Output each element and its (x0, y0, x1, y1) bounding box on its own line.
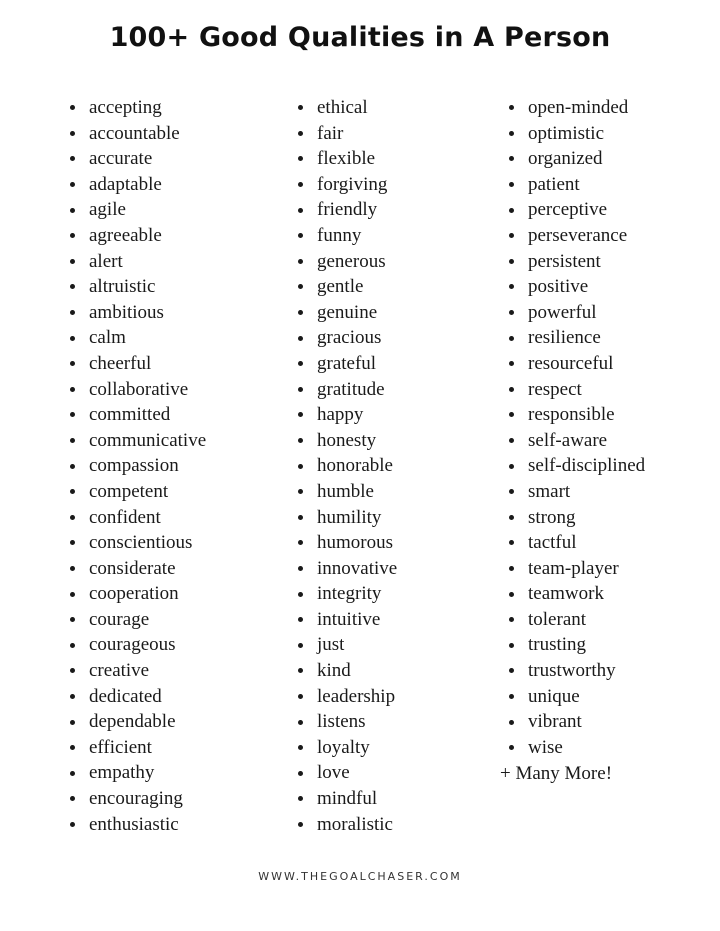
bullet-icon (509, 745, 514, 750)
bullet-icon (70, 412, 75, 417)
bullet-icon (509, 336, 514, 341)
quality-label: dependable (89, 711, 176, 733)
quality-item (506, 274, 645, 300)
quality-label: team-player (528, 557, 619, 579)
bullet-icon (70, 540, 75, 545)
quality-label: respect (528, 378, 582, 400)
quality-item (506, 172, 645, 198)
quality-label: friendly (317, 199, 378, 221)
quality-item (67, 812, 206, 838)
quality-label: flexible (317, 148, 376, 170)
quality-label: optimistic (528, 122, 604, 144)
quality-item (295, 274, 397, 300)
bullet-icon (298, 259, 303, 264)
quality-item (506, 658, 645, 684)
quality-label: smart (528, 480, 571, 502)
quality-item (67, 607, 206, 633)
bullet-icon (509, 310, 514, 315)
quality-item (67, 249, 206, 275)
quality-item (295, 709, 397, 735)
quality-label: courage (89, 608, 150, 630)
bullet-icon (298, 284, 303, 289)
quality-item (295, 223, 397, 249)
quality-item (295, 632, 397, 658)
quality-item (506, 530, 645, 556)
quality-item (506, 479, 645, 505)
bullet-icon (509, 361, 514, 366)
bullet-icon (298, 387, 303, 392)
quality-item (295, 556, 397, 582)
quality-item (506, 402, 645, 428)
quality-label: cooperation (89, 583, 179, 605)
bullet-icon (298, 566, 303, 571)
quality-label: integrity (317, 583, 382, 605)
quality-item (67, 479, 206, 505)
quality-item (67, 453, 206, 479)
bullet-icon (70, 259, 75, 264)
quality-label: compassion (89, 455, 179, 477)
quality-item (67, 172, 206, 198)
quality-label: open-minded (528, 97, 629, 118)
quality-label: forgiving (317, 173, 388, 195)
bullet-icon (70, 105, 75, 110)
bullet-icon (509, 643, 514, 648)
quality-label: honesty (317, 429, 377, 451)
bullet-icon (298, 464, 303, 469)
quality-label: tolerant (528, 608, 587, 630)
quality-label: accurate (89, 148, 153, 170)
bullet-icon (298, 592, 303, 597)
quality-label: accountable (89, 122, 180, 144)
quality-item (295, 684, 397, 710)
quality-item (506, 121, 645, 147)
quality-label: self-aware (528, 429, 608, 451)
qualities-column-1 (67, 95, 206, 837)
bullet-icon (509, 156, 514, 161)
quality-label: leadership (317, 685, 396, 707)
quality-item (295, 300, 397, 326)
quality-item (506, 735, 645, 761)
bullet-icon (70, 592, 75, 597)
quality-item (295, 402, 397, 428)
quality-label: enthusiastic (89, 813, 179, 835)
quality-label: efficient (89, 736, 152, 758)
bullet-icon (70, 208, 75, 213)
quality-item (295, 121, 397, 147)
quality-item (295, 505, 397, 531)
bullet-icon (70, 310, 75, 315)
bullet-icon (509, 284, 514, 289)
quality-label: innovative (317, 557, 398, 579)
bullet-icon (70, 771, 75, 776)
quality-label: confident (89, 506, 161, 528)
quality-label: patient (528, 173, 580, 195)
quality-item (295, 377, 397, 403)
quality-label: agile (89, 199, 126, 221)
bullet-icon (298, 131, 303, 136)
quality-item (67, 760, 206, 786)
bullet-icon (509, 131, 514, 136)
quality-label: gentle (317, 276, 364, 298)
quality-label: alert (89, 250, 123, 272)
quality-item (295, 172, 397, 198)
quality-item (506, 300, 645, 326)
bullet-icon (509, 208, 514, 213)
quality-item (67, 121, 206, 147)
bullet-icon (298, 822, 303, 827)
quality-item (506, 428, 645, 454)
quality-item (506, 325, 645, 351)
quality-label: happy (317, 404, 364, 426)
quality-item (506, 223, 645, 249)
bullet-icon (298, 515, 303, 520)
bullet-icon (70, 284, 75, 289)
bullet-icon (509, 617, 514, 622)
bullet-icon (298, 617, 303, 622)
quality-label: accepting (89, 97, 162, 118)
quality-item (295, 760, 397, 786)
quality-label: just (317, 634, 345, 656)
quality-label: ambitious (89, 301, 164, 323)
bullet-icon (509, 182, 514, 187)
quality-item (67, 146, 206, 172)
bullet-icon (70, 489, 75, 494)
bullet-icon (298, 412, 303, 417)
quality-item (295, 479, 397, 505)
bullet-icon (509, 489, 514, 494)
quality-item (67, 274, 206, 300)
bullet-icon (70, 643, 75, 648)
bullet-icon (70, 131, 75, 136)
quality-label: gratitude (317, 378, 385, 400)
quality-item (506, 709, 645, 735)
bullet-icon (70, 464, 75, 469)
bullet-icon (298, 694, 303, 699)
quality-label: listens (317, 711, 366, 733)
quality-item (295, 812, 397, 838)
quality-label: fair (317, 122, 344, 144)
quality-label: dedicated (89, 685, 162, 707)
quality-label: trustworthy (528, 660, 616, 682)
quality-item (295, 581, 397, 607)
quality-label: cheerful (89, 352, 152, 374)
quality-label: generous (317, 250, 386, 272)
quality-label: funny (317, 224, 362, 246)
bullet-icon (70, 156, 75, 161)
quality-item (67, 197, 206, 223)
quality-label: committed (89, 404, 171, 426)
bullet-icon (509, 540, 514, 545)
bullet-icon (509, 515, 514, 520)
bullet-icon (70, 387, 75, 392)
bullet-icon (298, 720, 303, 725)
quality-item (506, 607, 645, 633)
bullet-icon (70, 438, 75, 443)
quality-label: competent (89, 480, 169, 502)
quality-label: tactful (528, 532, 577, 554)
quality-label: organized (528, 148, 603, 170)
quality-item (67, 632, 206, 658)
quality-label: positive (528, 276, 589, 298)
bullet-icon (70, 566, 75, 571)
website-footer: WWW.THEGOALCHASER.COM (258, 870, 462, 883)
quality-label: strong (528, 506, 576, 528)
quality-label: courageous (89, 634, 176, 656)
quality-item (67, 377, 206, 403)
quality-label: wise (528, 736, 563, 758)
quality-item (506, 453, 645, 479)
bullet-icon (298, 438, 303, 443)
quality-item (67, 709, 206, 735)
quality-label: vibrant (528, 711, 582, 733)
quality-label: ethical (317, 97, 368, 118)
quality-label: love (317, 762, 350, 784)
quality-item (506, 505, 645, 531)
quality-label: calm (89, 327, 126, 349)
quality-label: trusting (528, 634, 587, 656)
bullet-icon (298, 643, 303, 648)
bullet-icon (70, 233, 75, 238)
bullet-icon (70, 745, 75, 750)
bullet-icon (509, 464, 514, 469)
quality-item (67, 325, 206, 351)
quality-item (67, 556, 206, 582)
qualities-column-2 (295, 95, 397, 837)
bullet-icon (298, 208, 303, 213)
quality-label: humble (317, 480, 374, 502)
bullet-icon (70, 515, 75, 520)
bullet-icon (509, 412, 514, 417)
quality-item (506, 556, 645, 582)
quality-label: gracious (317, 327, 382, 349)
quality-label: responsible (528, 404, 615, 426)
quality-item (67, 223, 206, 249)
bullet-icon (298, 489, 303, 494)
page-title: 100+ Good Qualities in A Person (109, 22, 611, 53)
many-more-note: + Many More! (500, 763, 613, 784)
bullet-icon (509, 694, 514, 699)
bullet-icon (70, 617, 75, 622)
quality-item (67, 95, 206, 121)
quality-label: perseverance (528, 224, 628, 246)
quality-item (295, 428, 397, 454)
quality-item (67, 351, 206, 377)
quality-item (506, 249, 645, 275)
quality-item (67, 581, 206, 607)
quality-item (295, 95, 397, 121)
quality-item (295, 786, 397, 812)
quality-label: mindful (317, 788, 378, 810)
quality-item (295, 735, 397, 761)
bullet-icon (70, 336, 75, 341)
quality-label: agreeable (89, 224, 162, 246)
quality-item (295, 249, 397, 275)
quality-item (506, 377, 645, 403)
quality-item (67, 530, 206, 556)
quality-label: honorable (317, 455, 393, 477)
quality-item (67, 786, 206, 812)
quality-item (295, 658, 397, 684)
quality-label: communicative (89, 429, 207, 451)
quality-label: perceptive (528, 199, 608, 221)
quality-item (295, 351, 397, 377)
quality-item (506, 684, 645, 710)
quality-label: powerful (528, 301, 597, 323)
quality-label: encouraging (89, 788, 183, 810)
quality-item (295, 607, 397, 633)
quality-item (67, 735, 206, 761)
quality-label: unique (528, 685, 580, 707)
quality-label: intuitive (317, 608, 381, 630)
quality-item (506, 197, 645, 223)
bullet-icon (70, 361, 75, 366)
quality-item (506, 351, 645, 377)
bullet-icon (509, 233, 514, 238)
quality-item (506, 632, 645, 658)
quality-label: teamwork (528, 583, 604, 605)
bullet-icon (70, 668, 75, 673)
quality-label: collaborative (89, 378, 189, 400)
bullet-icon (70, 796, 75, 801)
bullet-icon (509, 720, 514, 725)
quality-label: conscientious (89, 532, 193, 554)
quality-item (506, 95, 645, 121)
bullet-icon (509, 668, 514, 673)
bullet-icon (298, 540, 303, 545)
bullet-icon (509, 566, 514, 571)
bullet-icon (298, 771, 303, 776)
quality-label: self-disciplined (528, 455, 646, 477)
bullet-icon (298, 361, 303, 366)
bullet-icon (509, 592, 514, 597)
quality-label: moralistic (317, 813, 393, 835)
bullet-icon (298, 310, 303, 315)
quality-label: empathy (89, 762, 155, 784)
quality-label: creative (89, 660, 150, 682)
bullet-icon (298, 105, 303, 110)
quality-item (295, 325, 397, 351)
bullet-icon (298, 156, 303, 161)
quality-item (67, 658, 206, 684)
quality-item (506, 581, 645, 607)
bullet-icon (298, 796, 303, 801)
bullet-icon (70, 822, 75, 827)
bullet-icon (70, 720, 75, 725)
bullet-icon (70, 182, 75, 187)
quality-label: grateful (317, 352, 377, 374)
bullet-icon (509, 387, 514, 392)
quality-item (67, 402, 206, 428)
quality-label: loyalty (317, 736, 370, 758)
bullet-icon (70, 694, 75, 699)
quality-item (295, 453, 397, 479)
quality-label: altruistic (89, 276, 156, 298)
bullet-icon (298, 668, 303, 673)
quality-label: humorous (317, 532, 393, 554)
qualities-column-3 (506, 95, 645, 760)
quality-label: humility (317, 506, 382, 528)
quality-item (295, 530, 397, 556)
bullet-icon (298, 182, 303, 187)
quality-label: persistent (528, 250, 601, 272)
quality-label: considerate (89, 557, 176, 579)
quality-label: genuine (317, 301, 378, 323)
quality-item (295, 197, 397, 223)
quality-label: adaptable (89, 173, 162, 195)
quality-item (295, 146, 397, 172)
quality-item (67, 300, 206, 326)
bullet-icon (298, 233, 303, 238)
bullet-icon (298, 745, 303, 750)
bullet-icon (509, 259, 514, 264)
quality-label: resourceful (528, 352, 614, 374)
quality-label: resilience (528, 327, 601, 349)
bullet-icon (509, 105, 514, 110)
bullet-icon (509, 438, 514, 443)
quality-item (67, 684, 206, 710)
quality-item (67, 505, 206, 531)
quality-item (506, 146, 645, 172)
bullet-icon (298, 336, 303, 341)
quality-item (67, 428, 206, 454)
quality-label: kind (317, 660, 351, 682)
